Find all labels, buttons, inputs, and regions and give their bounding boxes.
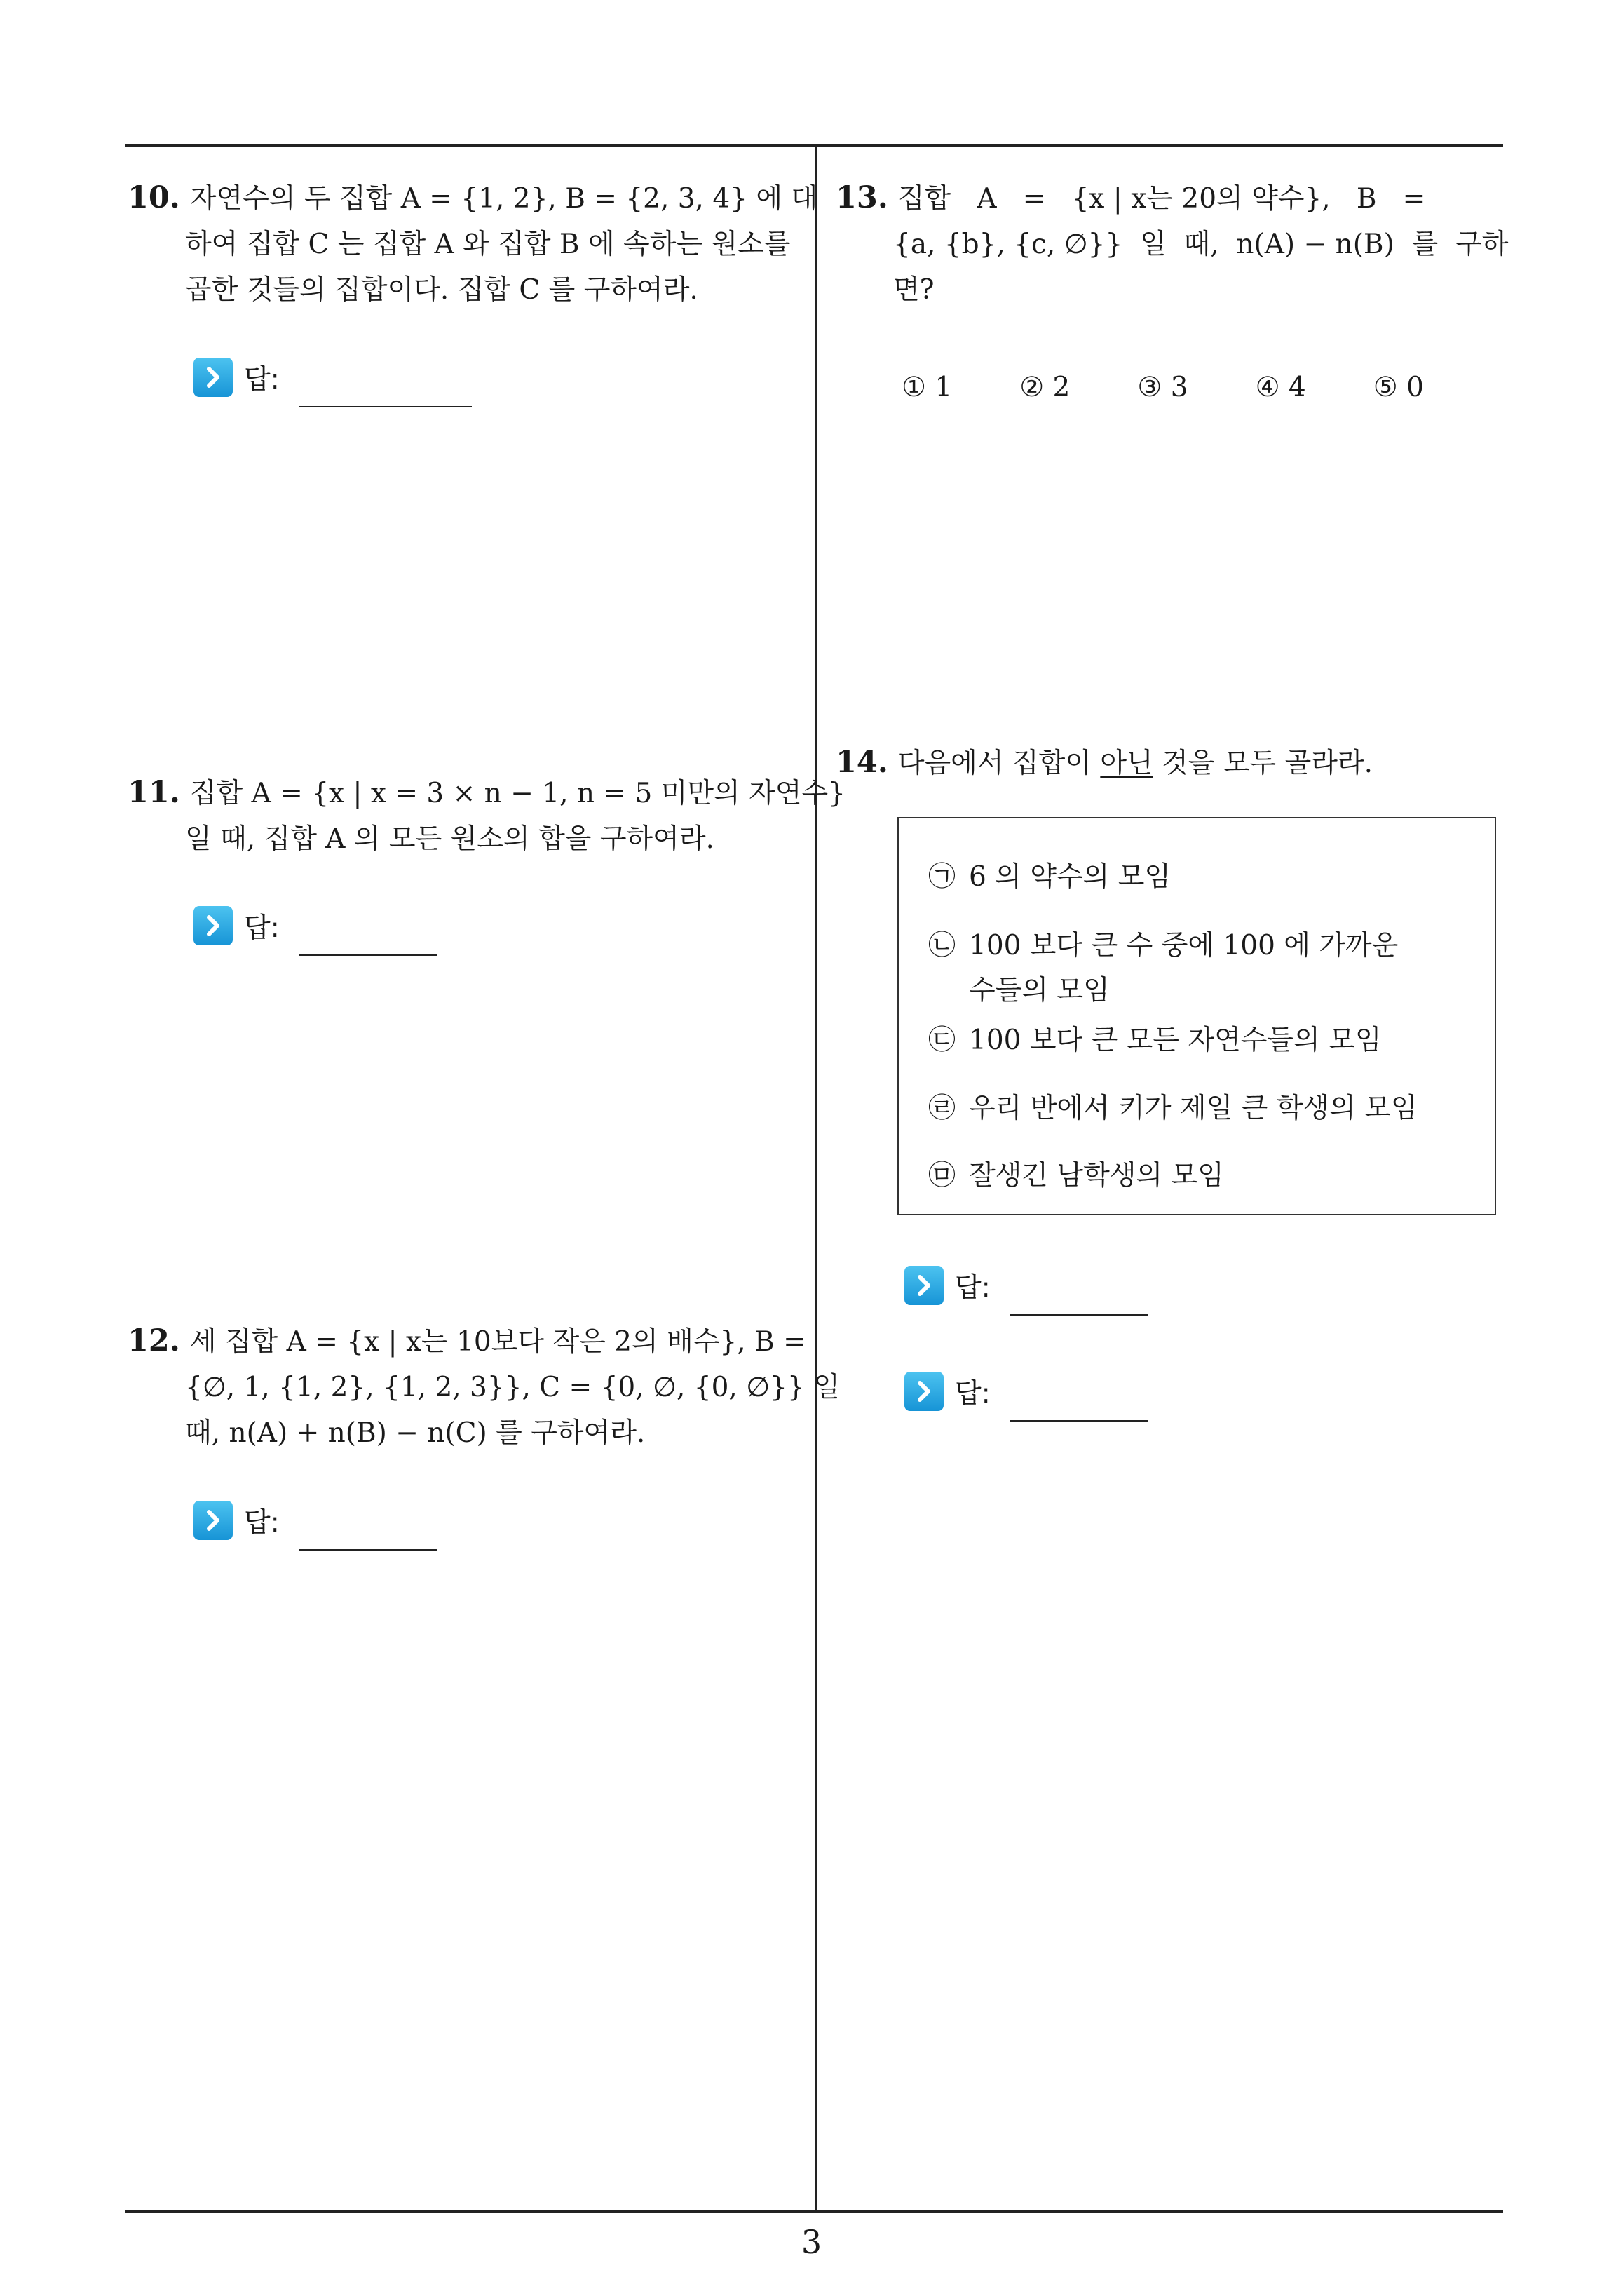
- problem-text-line: 세 집합 A = {x | x는 10보다 작은 2의 배수}, B =: [189, 1326, 806, 1358]
- choice-option[interactable]: ① 1: [902, 372, 953, 403]
- problem-text-line: 하여 집합 C 는 집합 A 와 집합 B 에 속하는 원소를: [185, 229, 791, 260]
- problem-13: [836, 175, 1509, 313]
- statement-item: [928, 968, 1110, 1013]
- answer-row[interactable]: [193, 1501, 437, 1540]
- choice-option[interactable]: ③ 3: [1137, 372, 1188, 403]
- answer-row[interactable]: [193, 358, 472, 397]
- item-marker: ㉣: [928, 1093, 956, 1124]
- item-marker: ㉢: [928, 1025, 956, 1056]
- answer-blank[interactable]: [1010, 1392, 1148, 1422]
- problem-text-line: {∅, 1, {1, 2}, {1, 2, 3}}, C = {0, ∅, {0, ∅}} 일: [185, 1372, 840, 1403]
- problem-text-line: 일 때, 집합 A 의 모든 원소의 합을 구하여라.: [185, 823, 714, 855]
- choice-option[interactable]: ② 2: [1019, 372, 1071, 403]
- problem-number: 12.: [128, 1323, 180, 1358]
- top-rule: [125, 144, 1503, 147]
- answer-row[interactable]: [904, 1372, 1148, 1411]
- statement-item: [928, 1154, 1224, 1198]
- arrow-right-icon: [904, 1266, 944, 1305]
- problem-14: [836, 740, 1509, 786]
- answer-label: 답:: [244, 1507, 280, 1539]
- column-divider: [815, 144, 817, 2212]
- statement-box: [897, 817, 1496, 1215]
- problem-text-line: 자연수의 두 집합 A = {1, 2}, B = {2, 3, 4} 에 대: [189, 183, 818, 215]
- answer-blank[interactable]: [299, 378, 472, 407]
- problem-text-line: 집합 A = {x | x = 3 × n − 1, n = 5 미만의 자연수}: [189, 778, 846, 809]
- statement-item: [928, 1018, 1382, 1063]
- item-text: 100 보다 큰 모든 자연수들의 모임: [969, 1025, 1382, 1056]
- choice-option[interactable]: ⑤ 0: [1373, 372, 1424, 403]
- bottom-rule: [125, 2210, 1503, 2213]
- problem-text-line: 집합 A = {x | x는 20의 약수}, B =: [897, 183, 1426, 215]
- answer-label: 답:: [955, 1378, 991, 1410]
- answer-label: 답:: [955, 1272, 991, 1304]
- problem-text-line: 곱한 것들의 집합이다. 집합 C 를 구하여라.: [185, 274, 698, 306]
- answer-blank[interactable]: [299, 926, 437, 956]
- item-marker: ㉠: [928, 861, 956, 893]
- problem-number: 10.: [128, 180, 180, 215]
- item-text: 우리 반에서 키가 제일 큰 학생의 모임: [969, 1093, 1418, 1124]
- item-marker: ㉡: [928, 930, 956, 961]
- answer-label: 답:: [244, 912, 280, 944]
- answer-blank[interactable]: [1010, 1286, 1148, 1316]
- statement-item: [928, 924, 1398, 968]
- problem-text-line: 면?: [893, 274, 935, 306]
- problem-text: 다음에서 집합이: [897, 748, 1101, 779]
- problem-text-line: 때, n(A) + n(B) − n(C) 를 구하여라.: [185, 1417, 646, 1449]
- item-text: 6 의 약수의 모임: [969, 861, 1172, 893]
- problem-text-underlined: 아닌: [1100, 748, 1153, 779]
- problem-12: [128, 1318, 840, 1456]
- arrow-right-icon: [193, 906, 233, 945]
- problem-number: 13.: [836, 180, 888, 215]
- statement-item: [928, 1086, 1418, 1131]
- statement-item: [928, 855, 1171, 900]
- problem-number: 14.: [836, 745, 888, 780]
- item-text: 100 보다 큰 수 중에 100 에 가까운: [969, 930, 1399, 961]
- arrow-right-icon: [193, 358, 233, 397]
- answer-label: 답:: [244, 364, 280, 396]
- answer-row[interactable]: [193, 906, 437, 945]
- item-text: 잘생긴 남학생의 모임: [969, 1160, 1224, 1191]
- problem-number: 11.: [128, 775, 180, 810]
- answer-blank[interactable]: [299, 1521, 437, 1551]
- item-marker: ㉤: [928, 1160, 956, 1191]
- problem-11: [128, 770, 846, 862]
- arrow-right-icon: [904, 1372, 944, 1411]
- problem-text-line: {a, {b}, {c, ∅}} 일 때, n(A) − n(B) 를 구하: [893, 229, 1509, 260]
- choice-option[interactable]: ④ 4: [1255, 372, 1306, 403]
- page-number: 3: [801, 2223, 822, 2261]
- choice-list: [902, 372, 1491, 403]
- answer-row[interactable]: [904, 1266, 1148, 1305]
- problem-10: [128, 175, 818, 313]
- problem-text: 것을 모두 골라라.: [1153, 748, 1373, 779]
- item-text: 수들의 모임: [969, 975, 1110, 1006]
- arrow-right-icon: [193, 1501, 233, 1540]
